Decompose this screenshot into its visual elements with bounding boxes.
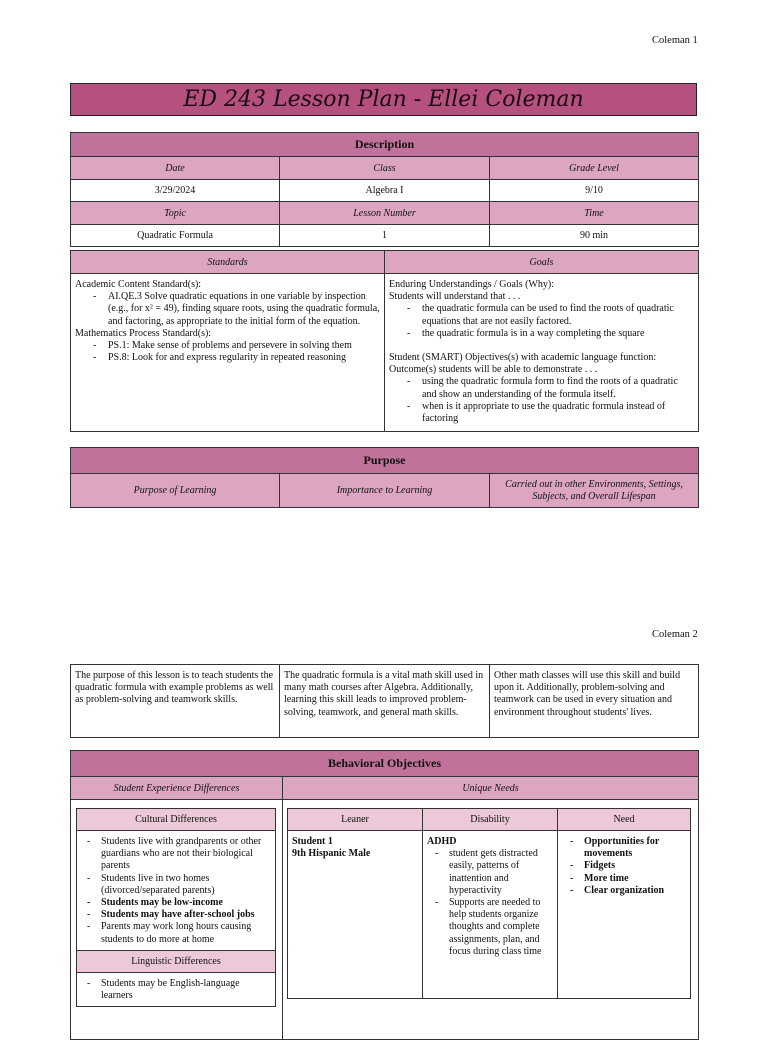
unique-needs-label: Unique Needs xyxy=(283,777,699,800)
purpose-content-table xyxy=(70,664,699,738)
academic-standards-heading: Academic Content Standard(s): xyxy=(75,279,202,290)
purpose-of-learning-label: Purpose of Learning xyxy=(71,474,280,508)
goals-cell xyxy=(385,274,699,432)
student-name: Student 1 xyxy=(292,836,333,847)
linguistic-item: - Students may be English-language learners xyxy=(79,978,273,1002)
student-experience-cell xyxy=(71,800,283,1040)
process-standards-heading: Mathematics Process Standard(s): xyxy=(75,327,212,339)
goals-label: Goals xyxy=(385,251,699,274)
need-item: - Clear organization xyxy=(562,885,686,897)
leaner-header: Leaner xyxy=(288,809,423,831)
need-item: - Fidgets xyxy=(562,860,686,872)
cultural-item: - Students may be low-income xyxy=(79,897,273,909)
description-table xyxy=(70,132,699,247)
need-item: - More time xyxy=(562,873,686,885)
lesson-plan-title-banner xyxy=(70,83,697,116)
cultural-differences-table xyxy=(76,808,276,1007)
behavioral-objectives-table xyxy=(70,750,699,1040)
smart-objectives-heading: Student (SMART) Objectives(s) with academic language function: xyxy=(389,352,657,364)
carried-out-text: Other math classes will use this skill and build upon it. Additionally, problem-solving and teamwork can be used in every situation and environment throughout students' lives. xyxy=(490,665,699,738)
disability-cell xyxy=(423,831,558,999)
description-heading: Description xyxy=(71,133,699,157)
carried-out-label: Carried out in other Environments, Settings, Subjects, and Overall Lifespan xyxy=(490,474,699,508)
cultural-differences-label: Cultural Differences xyxy=(77,809,276,831)
date-value: 3/29/2024 xyxy=(71,180,280,202)
topic-value: Quadratic Formula xyxy=(71,225,280,247)
student-experience-label: Student Experience Differences xyxy=(71,777,283,800)
standards-goals-table xyxy=(70,250,699,432)
linguistic-differences-cell xyxy=(77,972,276,1006)
behavioral-objectives-heading: Behavioral Objectives xyxy=(71,751,699,777)
class-label: Class xyxy=(280,157,490,180)
unique-needs-cell xyxy=(283,800,699,1040)
need-header: Need xyxy=(558,809,691,831)
cultural-item: - Students may have after-school jobs xyxy=(79,909,273,921)
linguistic-differences-label: Linguistic Differences xyxy=(77,950,276,972)
smart-item: - using the quadratic formula form to find the roots of a quadratic and show an understanding of the formula itself. xyxy=(389,376,694,400)
grade-level-value: 9/10 xyxy=(490,180,699,202)
disability-header: Disability xyxy=(423,809,558,831)
needs-table xyxy=(287,808,691,999)
purpose-heading: Purpose xyxy=(71,448,699,474)
lesson-plan-title: ED 243 Lesson Plan - Ellei Coleman xyxy=(183,87,584,112)
lesson-number-label: Lesson Number xyxy=(280,202,490,225)
disability-item: - student gets distracted easily, patterns of inattention and hyperactivity xyxy=(427,848,553,897)
disability-item: - Supports are needed to help students organize thoughts and complete assignments, plan, and focus during class time xyxy=(427,897,553,958)
standards-cell xyxy=(71,274,385,432)
importance-to-learning-text: The quadratic formula is a vital math skill used in many math courses after Algebra. Additionally, learning this skill leads to improved problem-solving, teamwork, and general math skills. xyxy=(280,665,490,738)
class-value: Algebra I xyxy=(280,180,490,202)
enduring-understandings-heading: Enduring Understandings / Goals (Why): xyxy=(389,279,554,290)
cultural-item: - Parents may work long hours causing students to do more at home xyxy=(79,921,273,945)
standards-label: Standards xyxy=(71,251,385,274)
need-item: - Opportunities for movements xyxy=(562,836,686,860)
cultural-item: - Students live with grandparents or other guardians who are not their biological parents xyxy=(79,836,273,873)
smart-intro: Outcome(s) students will be able to demonstrate . . . xyxy=(389,364,598,376)
page-header-number: Coleman 1 xyxy=(652,35,698,46)
purpose-of-learning-text: The purpose of this lesson is to teach students the quadratic formula with example problems as well as problem-solving and teamwork skills. xyxy=(71,665,280,738)
cultural-differences-cell xyxy=(77,831,276,951)
need-cell xyxy=(558,831,691,999)
disability-title: ADHD xyxy=(427,836,457,847)
process-standard-item: - PS.8: Look for and express regularity in repeated reasoning xyxy=(75,352,380,364)
leaner-cell xyxy=(288,831,423,999)
topic-label: Topic xyxy=(71,202,280,225)
time-label: Time xyxy=(490,202,699,225)
smart-item: - when is it appropriate to use the quadratic formula instead of factoring xyxy=(389,401,694,425)
enduring-item: - the quadratic formula can be used to find the roots of quadratic equations that are not easily factored. xyxy=(389,303,694,327)
date-label: Date xyxy=(71,157,280,180)
enduring-intro: Students will understand that . . . xyxy=(389,291,521,303)
process-standard-item: - PS.1: Make sense of problems and persevere in solving them xyxy=(75,340,380,352)
purpose-table xyxy=(70,447,699,508)
importance-to-learning-label: Importance to Learning xyxy=(280,474,490,508)
student-description: 9th Hispanic Male xyxy=(292,848,371,860)
page-header-number: Coleman 2 xyxy=(652,629,698,640)
time-value: 90 min xyxy=(490,225,699,247)
cultural-item: - Students live in two homes (divorced/separated parents) xyxy=(79,873,273,897)
lesson-number-value: 1 xyxy=(280,225,490,247)
enduring-item: - the quadratic formula is in a way completing the square xyxy=(389,328,694,340)
academic-standard-item: - AI.QE.3 Solve quadratic equations in one variable by inspection (e.g., for x² = 49), finding square roots, using the quadratic formula, and factoring, as appropriate to the initial form of the equation. xyxy=(75,291,380,328)
grade-level-label: Grade Level xyxy=(490,157,699,180)
